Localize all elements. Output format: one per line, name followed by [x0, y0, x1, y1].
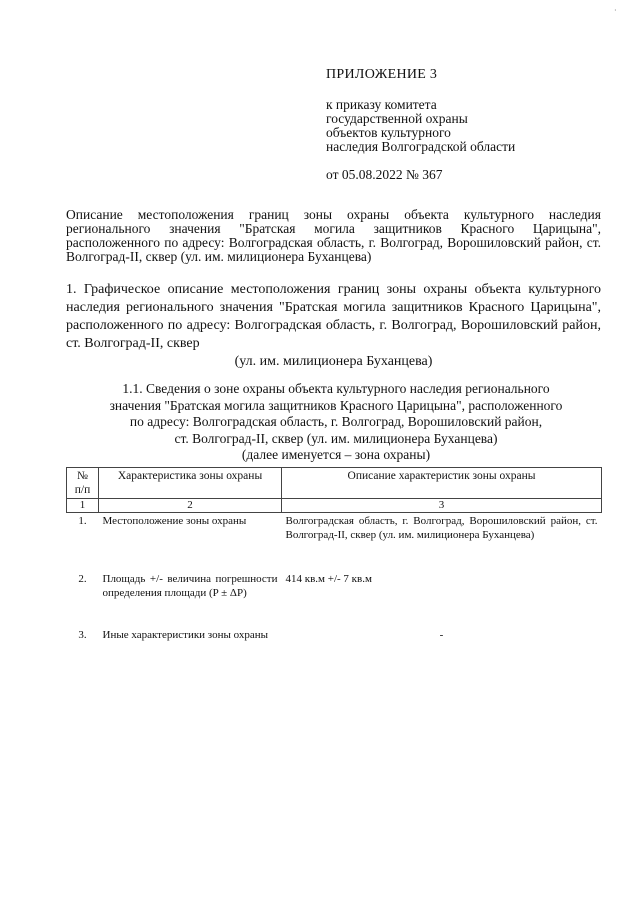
table-row: [67, 513, 602, 572]
section-1-last-line: (ул. им. милиционера Буханцева): [234, 354, 433, 369]
section-1-1-line: ст. Волгоград-II, сквер (ул. им. милиционера Буханцева): [174, 430, 498, 446]
section-1: [66, 281, 601, 371]
index-cell: 3: [282, 499, 602, 513]
table-index-row: [67, 499, 602, 513]
appendix-order-line: объектов культурного: [326, 125, 451, 140]
appendix-header: [326, 68, 616, 182]
row-num: 3.: [78, 629, 87, 641]
index-cell: 1: [67, 499, 99, 513]
appendix-title: ПРИЛОЖЕНИЕ 3: [326, 67, 438, 82]
section-1-1-line: по адресу: Волгоградская область, г. Волгоград, Ворошиловский район,: [129, 414, 543, 429]
header-description: Описание характеристик зоны охраны: [282, 468, 602, 499]
table-row: [67, 571, 602, 627]
row-description: 414 кв.м +/- 7 кв.м: [285, 573, 372, 585]
zone-table: [66, 467, 602, 659]
row-description: Волгоградская область, г. Волгоград, Ворошиловский район, ст. Волгоград-II, сквер (ул. им. милиционера Буханцева): [285, 515, 598, 541]
index-cell: 2: [99, 499, 282, 513]
appendix-order-line: наследия Волгоградской области: [326, 139, 516, 154]
section-1-text: 1. Графическое описание местоположения границ зоны охраны объекта культурного наследия регионального значения "Братская могила защитников Красного Царицына", расположенного по адресу: Волгоградская область, г. Волгоград, Ворошиловский район, ст. Волгоград-II, сквер: [66, 282, 601, 351]
row-num: 1.: [78, 515, 87, 527]
appendix-order-line: государственной охраны: [326, 111, 468, 126]
document-intro-heading: Описание местоположения границ зоны охраны объекта культурного наследия регионального значения "Братская могила защитников Красного Царицына", расположенного по адресу: Волгоградская область, г. Волгоград, Ворошиловский район, ст. Волгоград-II, сквер (ул. им. милиционера Буханцева): [66, 207, 601, 264]
header-characteristic: Характеристика зоны охраны: [99, 468, 282, 499]
row-description: -: [439, 629, 444, 641]
table-row: [67, 627, 602, 659]
section-1-1-line: 1.1. Сведения о зоне охраны объекта культурного наследия регионального: [122, 381, 550, 396]
row-num: 2.: [78, 573, 87, 585]
section-1-1-line: (далее именуется – зона охраны): [241, 447, 431, 462]
appendix-order-line: к приказу комитета: [326, 97, 437, 112]
row-characteristic: Иные характеристики зоны охраны: [102, 629, 268, 641]
row-characteristic: Площадь +/- величина погрешности определения площади (P ± ΔP): [102, 573, 278, 599]
table-header-row: [67, 468, 602, 499]
row-characteristic: Местоположение зоны охраны: [102, 515, 247, 527]
scan-mark: ·: [614, 6, 617, 15]
appendix-date-number: от 05.08.2022 № 367: [326, 167, 443, 182]
appendix-order: [326, 98, 616, 154]
section-1-1-heading: [62, 381, 610, 464]
section-1-1-line: значения "Братская могила защитников Красного Царицына", расположенного: [109, 397, 563, 413]
header-num: № п/п: [67, 468, 99, 499]
